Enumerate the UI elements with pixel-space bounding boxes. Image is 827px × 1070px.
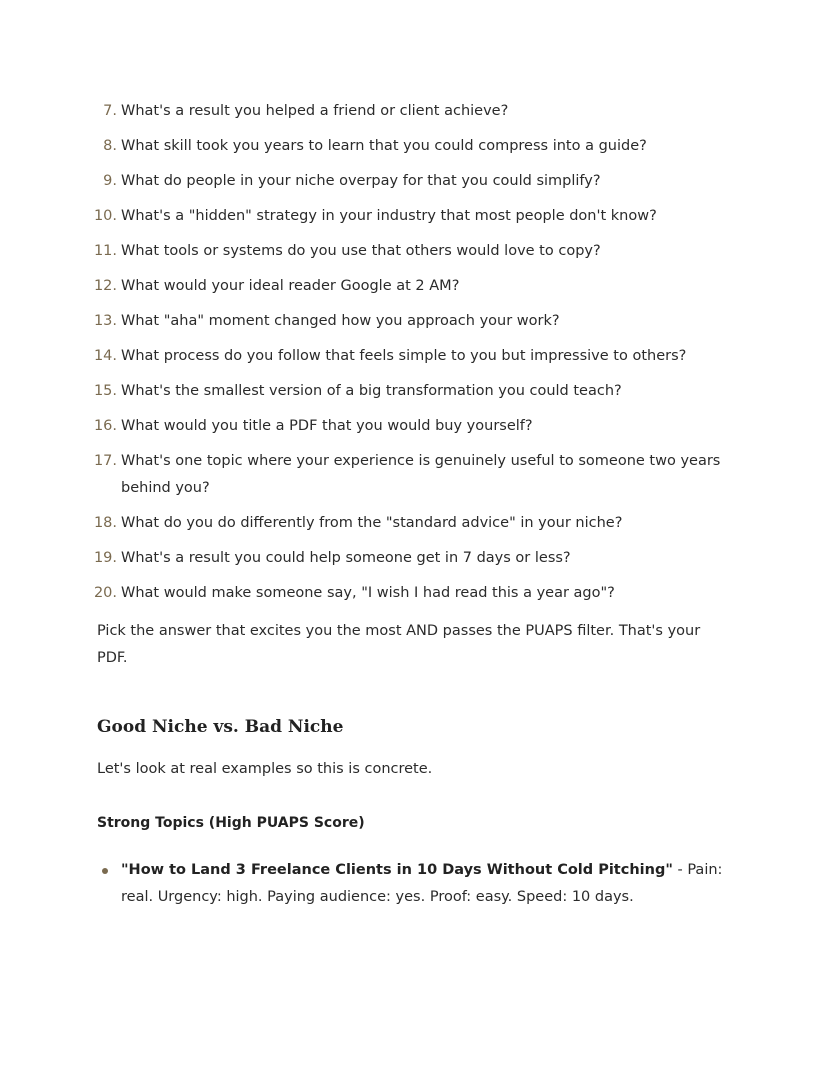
list-text: What skill took you years to learn that you could compress into a guide?	[121, 138, 647, 154]
list-item	[93, 378, 727, 405]
list-text: What tools or systems do you use that others would love to copy?	[121, 243, 601, 259]
list-text: What's a result you could help someone get in 7 days or less?	[121, 550, 571, 566]
list-item	[93, 413, 727, 440]
sub-heading: Strong Topics (High PUAPS Score)	[97, 815, 365, 831]
list-number: 7.	[103, 103, 117, 119]
question-list	[93, 98, 727, 607]
list-item	[93, 203, 727, 230]
list-text: What would you title a PDF that you would buy yourself?	[121, 418, 533, 434]
list-text: What's the smallest version of a big transformation you could teach?	[121, 383, 622, 399]
list-text: What process do you follow that feels simple to you but impressive to others?	[121, 348, 687, 364]
list-item	[93, 580, 727, 607]
list-number: 20.	[93, 585, 117, 601]
list-number: 15.	[93, 383, 117, 399]
list-number: 9.	[103, 173, 117, 189]
bullet-title: "How to Land 3 Freelance Clients in 10 Days Without Cold Pitching"	[121, 862, 673, 878]
list-item	[93, 308, 727, 335]
list-item	[97, 168, 727, 195]
list-number: 12.	[93, 278, 117, 294]
list-number: 11.	[93, 243, 117, 259]
bullet-item	[97, 857, 727, 911]
list-number: 16.	[93, 418, 117, 434]
list-text: What do you do differently from the "standard advice" in your niche?	[121, 515, 623, 531]
document-page	[93, 98, 727, 911]
list-text: What's a result you helped a friend or client achieve?	[121, 103, 509, 119]
list-text: What would make someone say, "I wish I had read this a year ago"?	[121, 585, 615, 601]
list-item	[93, 545, 727, 572]
list-item	[93, 273, 727, 300]
list-item	[93, 448, 727, 502]
list-item	[93, 343, 727, 370]
list-item	[97, 98, 727, 125]
list-number: 10.	[93, 208, 117, 224]
section-heading: Good Niche vs. Bad Niche	[97, 717, 344, 737]
list-number: 19.	[93, 550, 117, 566]
list-text: What would your ideal reader Google at 2 AM?	[121, 278, 460, 294]
list-item	[97, 133, 727, 160]
bullet-dot-icon	[102, 868, 108, 874]
list-text: What "aha" moment changed how you approach your work?	[121, 313, 560, 329]
list-number: 17.	[93, 453, 117, 469]
list-text: What do people in your niche overpay for that you could simplify?	[121, 173, 601, 189]
closing-paragraph: Pick the answer that excites you the most AND passes the PUAPS filter. That's your PDF.	[97, 623, 701, 666]
list-number: 8.	[103, 138, 117, 154]
list-text: What's one topic where your experience is genuinely useful to someone two years behind you?	[121, 453, 721, 496]
list-text: What's a "hidden" strategy in your industry that most people don't know?	[121, 208, 657, 224]
bullet-text: - Pain: real. Urgency: high. Paying audience: yes. Proof: easy. Speed: 10 days.	[121, 862, 723, 905]
list-number: 13.	[93, 313, 117, 329]
intro-paragraph: Let's look at real examples so this is concrete.	[97, 761, 433, 777]
strong-topics-list	[97, 857, 727, 911]
list-number: 18.	[93, 515, 117, 531]
list-number: 14.	[93, 348, 117, 364]
list-item	[93, 510, 727, 537]
list-item	[93, 238, 727, 265]
